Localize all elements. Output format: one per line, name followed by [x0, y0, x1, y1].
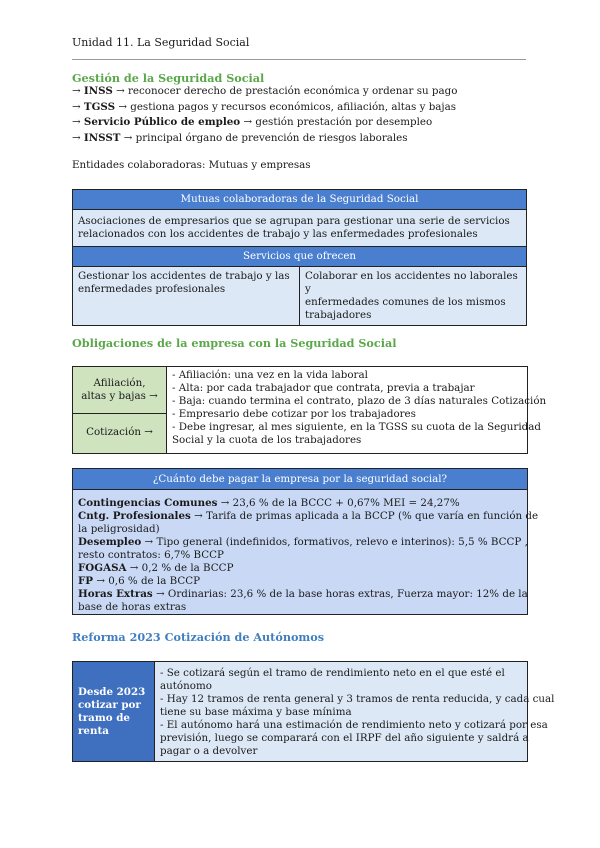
- reforma-label: Desde 2023: [78, 686, 146, 698]
- services-header: Servicios que ofrecen: [73, 247, 527, 267]
- gestion-item: [72, 100, 457, 116]
- cuanto-row-label: FP: [78, 575, 94, 587]
- cuanto-row-text: → Ordinarias: 23,6 % de la base horas extras, Fuerza mayor: 12% de la: [156, 588, 528, 600]
- service-line: enfermedades profesionales: [78, 283, 226, 295]
- arrow-icon: →: [72, 85, 81, 97]
- service-line: Colaborar en los accidentes no laborales y: [305, 270, 518, 295]
- gestion-item: [72, 115, 457, 131]
- entity-name: TGSS: [83, 100, 116, 113]
- obligacion-line: - Alta: por cada trabajador que contrata, previa a trabajar: [172, 382, 475, 394]
- cuanto-row-text: base de horas extras: [78, 601, 187, 613]
- entity-description: reconocer derecho de prestación económica y ordenar su pago: [128, 85, 458, 97]
- reforma-details: [154, 661, 555, 762]
- cuanto-row: [78, 601, 522, 614]
- afiliacion-label: altas y bajas →: [81, 390, 158, 402]
- entity-description: principal órgano de prevención de riesgos laborales: [135, 131, 408, 144]
- entity-name: Servicio Público de empleo: [83, 116, 241, 128]
- obligacion-line: - Afiliación: una vez en la vida laboral: [172, 369, 368, 381]
- afiliacion-label-cell: [72, 366, 167, 415]
- mutuas-table-header: Mutuas colaboradoras de la Seguridad Social: [73, 190, 527, 210]
- mutuas-table: [72, 189, 527, 326]
- cuanto-row-text: → 0,2 % de la BCCP: [129, 562, 234, 574]
- section-title-reforma: Reforma 2023 Cotización de Autónomos: [72, 630, 325, 644]
- page-header: Unidad 11. La Seguridad Social: [72, 36, 250, 49]
- cuanto-row-text: la peligrosidad): [78, 523, 160, 535]
- service-left: [73, 267, 300, 326]
- reforma-label: renta: [78, 725, 109, 737]
- cuanto-row: [78, 523, 522, 536]
- description-line: relacionados con los accidentes de trabajo y las enfermedades profesionales: [78, 228, 478, 240]
- cuanto-row-text: → 0,6 % de la BCCP: [96, 575, 201, 587]
- entity-description: gestión prestación por desempleo: [255, 116, 433, 128]
- gestion-item: [72, 84, 457, 100]
- arrow-icon: →: [118, 100, 127, 113]
- cuanto-row-label: FOGASA: [78, 562, 127, 574]
- reforma-line: - Hay 12 tramos de renta general y 3 tramos de renta reducida, y cada cual: [160, 693, 555, 705]
- cuanto-row: [78, 536, 528, 549]
- service-right: [300, 267, 527, 326]
- cotizacion-label: Cotización →: [86, 426, 153, 438]
- cuanto-row: [78, 575, 522, 588]
- cuanto-row-text: → Tarifa de primas aplicada a la BCCP (% que varía en función de: [194, 510, 539, 522]
- reforma-line: - Se cotizará según el tramo de rendimiento neto en el que esté el: [160, 667, 505, 679]
- reforma-label-cell: [72, 661, 155, 762]
- cuanto-row-label: Cntg. Profesionales: [78, 510, 191, 522]
- entidades-colaboradoras: Entidades colaboradoras: Mutuas y empresas: [72, 159, 311, 171]
- arrow-icon: →: [123, 131, 133, 144]
- cuanto-row: [78, 510, 539, 523]
- section-title-gestion: Gestión de la Seguridad Social: [72, 71, 265, 85]
- entity-description: gestiona pagos y recursos económicos, afiliación, altas y bajas: [130, 100, 457, 113]
- cuanto-row: [78, 588, 528, 601]
- cuanto-row-text: → Tipo general (indefinidos, formativos, relevo e interinos): 5,5 % BCCP ,: [144, 536, 528, 548]
- cuanto-row: [78, 549, 522, 562]
- service-line: Gestionar los accidentes de trabajo y las: [78, 270, 290, 282]
- obligacion-line: - Baja: cuando termina el contrato, plazo de 3 días naturales Cotización: [172, 395, 547, 407]
- entity-name: INSS: [83, 85, 113, 97]
- reforma-line: autónomo: [160, 680, 212, 692]
- cuanto-row: [78, 497, 522, 510]
- cuanto-row-label: Contingencias Comunes: [78, 497, 218, 509]
- reforma-label: cotizar por: [78, 699, 141, 711]
- obligaciones-details: [166, 366, 547, 454]
- description-line: Asociaciones de empresarios que se agrupan para gestionar una serie de servicios: [78, 215, 510, 227]
- cuanto-body: [72, 489, 539, 615]
- cuanto-row-text: → 23,6 % de la BCCC + 0,67% MEI = 24,27%: [220, 497, 460, 509]
- arrow-icon: →: [72, 131, 81, 144]
- arrow-icon: →: [116, 85, 125, 97]
- arrow-icon: →: [72, 100, 81, 113]
- header-divider: [72, 59, 526, 60]
- arrow-icon: →: [72, 116, 81, 128]
- obligacion-line: - Empresario debe cotizar por los trabajadores: [172, 408, 416, 420]
- reforma-line: pagar o a devolver: [160, 745, 258, 757]
- obligacion-line: - Debe ingresar, al mes siguiente, en la TGSS su cuota de la Seguridad: [172, 421, 541, 433]
- cuanto-header: ¿Cuánto debe pagar la empresa por la seguridad social?: [72, 468, 528, 490]
- afiliacion-label: Afiliación,: [93, 377, 146, 389]
- section-title-obligaciones: Obligaciones de la empresa con la Seguridad Social: [72, 336, 397, 350]
- mutuas-description: [73, 210, 527, 247]
- reforma-line: tiene su base máxima y base mínima: [160, 706, 352, 718]
- gestion-list: [72, 84, 457, 146]
- cotizacion-label-cell: [72, 413, 167, 454]
- gestion-item: [72, 131, 457, 147]
- cuanto-row-label: Horas Extras: [78, 588, 153, 600]
- service-line: enfermedades comunes de los mismos: [305, 296, 506, 308]
- reforma-line: - El autónomo hará una estimación de rendimiento neto y cotizará por esa: [160, 719, 548, 731]
- cuanto-row: [78, 562, 522, 575]
- obligacion-line: Social y la cuota de los trabajadores: [172, 434, 362, 446]
- service-line: trabajadores: [305, 309, 372, 321]
- entity-name: INSST: [83, 131, 121, 144]
- arrow-icon: →: [243, 116, 253, 128]
- cuanto-row-label: Desempleo: [78, 536, 142, 548]
- cuanto-row-text: resto contratos: 6,7% BCCP: [78, 549, 224, 561]
- reforma-line: previsión, luego se comparará con el IRPF del año siguiente y saldrá a: [160, 732, 529, 744]
- reforma-label: tramo de: [78, 712, 130, 724]
